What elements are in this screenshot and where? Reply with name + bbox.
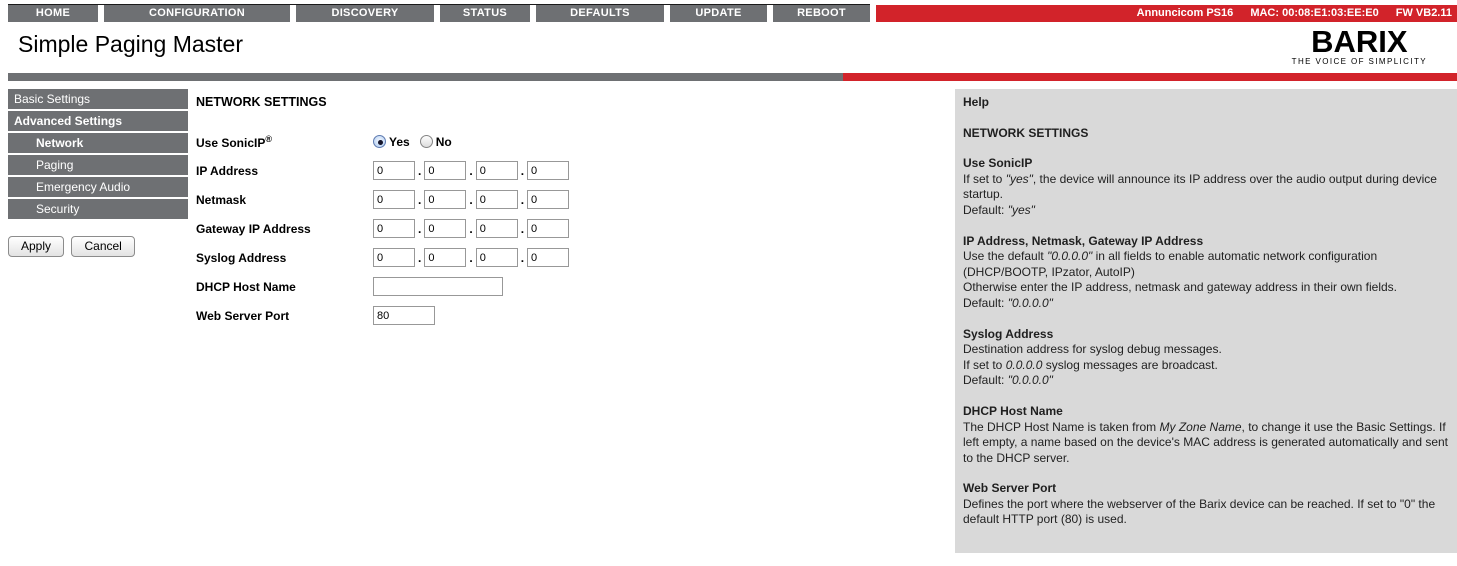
help-section [963,481,1449,528]
syslog-octet-2[interactable] [424,248,466,267]
help-section [963,327,1449,389]
help-section-heading: Use SonicIP [963,156,1033,171]
octet-separator: . [520,192,525,207]
sidebar-item-paging[interactable]: Paging [8,155,188,175]
help-line: Defines the port where the webserver of the Barix device can be reached. If set to "0" the default HTTP port (80) is used. [963,496,1436,527]
sonicip-yes-label: Yes [389,134,410,149]
netmask-octet-4[interactable] [527,190,569,209]
device-name: Annuncicom PS16 [1136,7,1234,19]
help-section [963,156,1449,218]
octet-separator: . [418,163,422,178]
web-server-port-row [196,306,955,325]
help-line: If set to "yes", the device will announce its IP address over the audio output during device startup. [963,171,1437,202]
barix-logo-tagline: THE VOICE OF SIMPLICITY [1291,57,1427,66]
octet-separator: . [520,221,525,236]
help-section [963,404,1449,466]
sidebar-menu [8,89,188,257]
sidebar-actions [8,236,188,257]
content-area [0,89,1457,553]
octet-separator: . [469,221,473,236]
sonicip-no-radio[interactable] [420,135,433,148]
ip-address-octet-2[interactable] [424,161,466,180]
help-line: Default: "0.0.0.0" [963,295,1053,310]
nav-update-button[interactable]: UPDATE [670,5,767,22]
octet-separator: . [520,163,525,178]
sidebar-item-network[interactable]: Network [8,133,188,153]
help-section-heading: DHCP Host Name [963,403,1063,418]
use-sonicip-label-text: Use SonicIP [196,135,266,150]
ip-address-inputs [373,161,569,180]
octet-separator: . [418,192,422,207]
web-server-port-controls [373,306,435,325]
gateway-octet-4[interactable] [527,219,569,238]
ip-address-octet-4[interactable] [527,161,569,180]
nav-button-group [8,4,870,22]
device-mac: MAC: 00:08:E1:03:EE:E0 [1250,7,1379,19]
dhcp-host-name-label: DHCP Host Name [196,279,296,294]
help-line: Default: "yes" [963,202,1035,217]
ip-address-label: IP Address [196,163,259,178]
syslog-inputs [373,248,569,267]
help-section-heading: Web Server Port [963,481,1057,496]
form-title: NETWORK SETTINGS [196,95,327,109]
barix-logo [1292,26,1427,66]
help-line: Default: "0.0.0.0" [963,373,1053,388]
help-line: Destination address for syslog debug messages. [963,342,1222,357]
syslog-octet-1[interactable] [373,248,415,267]
sidebar-item-security[interactable]: Security [8,199,188,219]
gateway-octet-1[interactable] [373,219,415,238]
page-title: Simple Paging Master [18,31,243,57]
netmask-inputs [373,190,569,209]
nav-defaults-button[interactable]: DEFAULTS [536,5,664,22]
registered-mark: ® [265,133,272,144]
netmask-label: Netmask [196,192,247,207]
web-server-port-input[interactable] [373,306,435,325]
octet-separator: . [469,192,473,207]
sidebar-item-advanced-settings[interactable]: Advanced Settings [8,111,188,131]
help-section-group-heading: NETWORK SETTINGS [963,125,1089,140]
help-section-heading: Syslog Address [963,326,1054,341]
nav-configuration-button[interactable]: CONFIGURATION [104,5,290,22]
octet-separator: . [469,250,473,265]
use-sonicip-row [196,132,955,151]
header-divider-red [843,73,1457,81]
help-line: Otherwise enter the IP address, netmask and gateway address in their own fields. [963,280,1398,295]
gateway-row [196,219,955,238]
gateway-label: Gateway IP Address [196,221,311,236]
octet-separator: . [520,250,525,265]
apply-button[interactable]: Apply [8,236,64,257]
nav-home-button[interactable]: HOME [8,5,98,22]
help-line: Use the default "0.0.0.0" in all fields to enable automatic network configuration (DHCP/BOOTP, IPzator, AutoIP) [963,249,1378,279]
web-server-port-label: Web Server Port [196,308,290,323]
syslog-row [196,248,955,267]
ip-address-octet-1[interactable] [373,161,415,180]
sidebar-item-basic-settings[interactable]: Basic Settings [8,89,188,109]
octet-separator: . [469,163,473,178]
nav-reboot-button[interactable]: REBOOT [773,5,870,22]
gateway-octet-2[interactable] [424,219,466,238]
help-sections [963,156,1449,528]
ip-address-row [196,161,955,180]
gateway-octet-3[interactable] [476,219,518,238]
syslog-label: Syslog Address [196,250,287,265]
sonicip-yes-radio[interactable] [373,135,386,148]
page-header [0,22,1457,66]
syslog-octet-3[interactable] [476,248,518,267]
octet-separator: . [418,250,422,265]
dhcp-host-name-row [196,277,955,296]
netmask-row [196,190,955,209]
sonicip-no-label: No [435,134,452,149]
netmask-octet-2[interactable] [424,190,466,209]
help-panel [955,89,1457,553]
ip-address-octet-3[interactable] [476,161,518,180]
nav-discovery-button[interactable]: DISCOVERY [296,5,434,22]
syslog-octet-4[interactable] [527,248,569,267]
dhcp-host-name-controls [373,277,503,296]
octet-separator: . [418,221,422,236]
help-line: If set to 0.0.0.0 syslog messages are broadcast. [963,357,1218,372]
device-firmware: FW VB2.11 [1395,7,1452,19]
nav-status-button[interactable]: STATUS [440,5,530,22]
dhcp-host-name-input[interactable] [373,277,503,296]
help-section-heading: IP Address, Netmask, Gateway IP Address [963,233,1204,248]
netmask-octet-1[interactable] [373,190,415,209]
use-sonicip-label [196,134,373,150]
barix-logo-wordmark: BARIX [1311,24,1408,59]
cancel-button[interactable]: Cancel [71,236,134,257]
header-divider [8,73,1457,81]
top-navbar [8,4,1457,22]
header-divider-gray [8,73,843,81]
help-section [963,234,1449,312]
use-sonicip-controls [373,135,462,149]
help-line: The DHCP Host Name is taken from My Zone Name, to change it use the Basic Settings. If left empty, a name based on the device's MAC address is generated automatically and sent to the DHCP server. [963,419,1449,465]
netmask-octet-3[interactable] [476,190,518,209]
gateway-inputs [373,219,569,238]
sidebar-item-emergency-audio[interactable]: Emergency Audio [8,177,188,197]
help-panel-title: Help [963,95,990,109]
device-info-bar [876,5,1457,22]
network-settings-form [188,89,955,335]
